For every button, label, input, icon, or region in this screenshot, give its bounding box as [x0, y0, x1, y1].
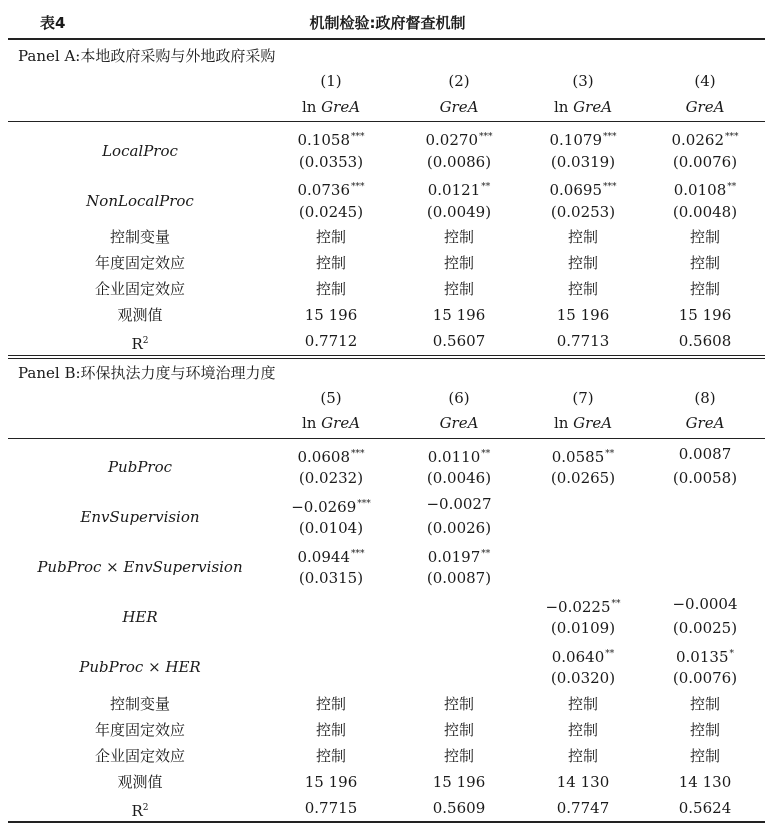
significance-stars: *** — [351, 182, 365, 192]
coefficient-value: 0.0108 — [673, 181, 727, 199]
significance-stars: ** — [481, 548, 491, 559]
column-number: (4) — [694, 72, 716, 90]
column-number: (5) — [320, 388, 342, 407]
coefficient-value: 0.0110 — [427, 447, 481, 466]
row-label: 企业固定效应 — [94, 746, 185, 765]
coefficient — [520, 124, 646, 150]
standard-error: (0.0048) — [672, 202, 738, 221]
column-number: (2) — [448, 72, 470, 90]
dependent-variable-name: GreA — [685, 97, 725, 116]
control-value: 控制 — [315, 720, 346, 739]
standard-error: (0.0076) — [672, 669, 738, 687]
coefficient-value: 0.0608 — [297, 447, 350, 466]
significance-stars: *** — [351, 132, 365, 142]
significance-stars: *** — [603, 132, 617, 142]
significance-stars: ** — [481, 448, 491, 459]
coefficient-value: −0.0269 — [291, 497, 357, 516]
coefficient — [396, 441, 522, 467]
coefficient — [396, 641, 522, 667]
control-value: 控制 — [315, 694, 346, 713]
control-value: 控制 — [689, 694, 720, 713]
coefficient-value: −0.0225 — [545, 597, 611, 616]
control-row — [0, 769, 775, 795]
panel-label: Panel A:本地政府采购与外地政府采购 — [18, 47, 276, 65]
control-value: 控制 — [315, 254, 346, 272]
dependent-variable-head — [268, 410, 394, 436]
dependent-variable-name: GreA — [685, 414, 725, 432]
control-value: 控制 — [567, 746, 598, 765]
column-number-row — [0, 68, 775, 94]
coefficient — [396, 491, 522, 517]
coefficient — [268, 174, 394, 200]
standard-error: (0.0076) — [672, 152, 738, 171]
table-title-row — [0, 10, 775, 36]
column-number-row — [0, 385, 775, 411]
control-row — [0, 717, 775, 743]
control-value: 控制 — [315, 280, 346, 298]
standard-error: (0.0058) — [672, 469, 738, 487]
control-value: 控制 — [443, 720, 474, 739]
standard-error: (0.0026) — [426, 519, 492, 537]
control-value: 控制 — [567, 280, 598, 298]
significance-stars: *** — [351, 548, 365, 559]
variable-name: PubProc × HER — [79, 658, 201, 677]
log-prefix: ln — [553, 414, 574, 432]
dependent-variable-head — [396, 410, 522, 436]
r-squared-value: 0.5609 — [432, 798, 486, 817]
coefficient-value: 0.0135 — [676, 647, 729, 666]
coefficient — [268, 441, 394, 467]
control-value: 15 196 — [432, 306, 486, 324]
coefficient-value: 0.0695 — [549, 181, 602, 199]
control-value: 控制 — [567, 254, 598, 272]
coefficient-value: 0.1058 — [297, 131, 350, 149]
significance-stars: *** — [603, 182, 617, 192]
table-number: 表4 — [40, 14, 66, 32]
coefficient — [642, 441, 768, 467]
dependent-variable-head — [396, 94, 522, 120]
coefficient-value: 0.0640 — [551, 647, 605, 666]
significance-stars: *** — [357, 498, 371, 509]
standard-error: (0.0025) — [672, 619, 738, 637]
coefficient — [268, 541, 394, 567]
column-head-row — [0, 94, 775, 120]
control-row — [0, 691, 775, 717]
control-value: 控制 — [567, 694, 598, 713]
standard-error — [520, 565, 646, 591]
coefficient-value: 0.0270 — [425, 131, 478, 149]
coefficient — [396, 174, 522, 200]
coefficient — [642, 541, 768, 567]
column-number: (6) — [448, 388, 470, 407]
standard-error: (0.0320) — [550, 669, 616, 687]
coefficient — [520, 441, 646, 467]
coefficient-value: 0.0121 — [427, 181, 481, 199]
coefficient — [268, 491, 394, 517]
panel-separator-rule — [8, 355, 765, 359]
dependent-variable-head — [520, 94, 646, 120]
coefficient-value: 0.0087 — [678, 444, 732, 463]
r-squared-value: 0.5607 — [432, 332, 486, 350]
control-value: 15 196 — [556, 306, 610, 324]
standard-error — [396, 665, 522, 691]
control-value: 控制 — [689, 280, 720, 298]
log-prefix: ln — [301, 414, 322, 432]
variable-name: LocalProc — [102, 141, 178, 160]
control-row — [0, 302, 775, 328]
column-head-row — [0, 410, 775, 436]
standard-error: (0.0049) — [426, 202, 492, 221]
coefficient — [268, 124, 394, 150]
standard-error: (0.0315) — [298, 569, 364, 587]
coefficient — [520, 541, 646, 567]
standard-error — [268, 665, 394, 691]
standard-error: (0.0109) — [550, 619, 616, 637]
dependent-variable-name: GreA — [439, 97, 479, 116]
control-value: 控制 — [689, 720, 720, 739]
coefficient — [642, 491, 768, 517]
r-squared-value: 0.7713 — [556, 332, 610, 350]
significance-stars: * — [729, 648, 734, 659]
r-squared-label: R — [131, 801, 143, 820]
significance-stars: ** — [611, 598, 621, 609]
control-value: 控制 — [443, 254, 474, 272]
standard-error — [268, 615, 394, 641]
r-squared-superscript: 2 — [142, 336, 149, 346]
coefficient-value: 0.0944 — [297, 547, 350, 566]
r-squared-value: 0.5608 — [678, 332, 732, 350]
row-label: 观测值 — [117, 772, 163, 791]
r-squared-value: 0.7715 — [304, 798, 358, 817]
coefficient — [396, 124, 522, 150]
standard-error: (0.0245) — [298, 202, 364, 221]
standard-error: (0.0232) — [298, 469, 364, 487]
dependent-variable-name: GreA — [321, 414, 361, 432]
dependent-variable-head — [642, 94, 768, 120]
r-squared-value: 0.7712 — [304, 332, 358, 350]
standard-error — [642, 565, 768, 591]
standard-error: (0.0087) — [426, 569, 492, 587]
control-value: 控制 — [315, 228, 346, 246]
log-prefix: ln — [301, 97, 322, 116]
control-value: 控制 — [567, 228, 598, 246]
variable-name: EnvSupervision — [80, 508, 200, 527]
coefficient — [520, 641, 646, 667]
variable-name: PubProc × EnvSupervision — [37, 558, 243, 577]
coefficient-value: 0.1079 — [549, 131, 602, 149]
significance-stars: ** — [727, 182, 737, 192]
row-label — [20, 328, 260, 354]
coefficient-value: −0.0027 — [426, 494, 492, 513]
coefficient — [396, 591, 522, 617]
coefficient — [642, 174, 768, 200]
row-label: 企业固定效应 — [94, 280, 185, 298]
r-squared-label: R — [131, 335, 143, 353]
standard-error — [520, 515, 646, 541]
standard-error — [642, 515, 768, 541]
significance-stars: ** — [481, 182, 491, 192]
control-value: 控制 — [443, 228, 474, 246]
control-value: 14 130 — [556, 772, 610, 791]
dependent-variable-head — [520, 410, 646, 436]
coefficient — [268, 641, 394, 667]
control-value: 15 196 — [678, 306, 732, 324]
dependent-variable-name: GreA — [573, 414, 613, 432]
coefficient-value: −0.0004 — [672, 594, 738, 613]
significance-stars: *** — [479, 132, 493, 142]
row-label — [20, 795, 260, 821]
r-squared-value: 0.5624 — [678, 798, 732, 817]
dependent-variable-head — [268, 94, 394, 120]
coefficient — [520, 591, 646, 617]
control-value: 控制 — [443, 694, 474, 713]
coefficient — [396, 541, 522, 567]
r-squared-value: 0.7747 — [556, 798, 610, 817]
control-value: 控制 — [689, 228, 720, 246]
control-value: 控制 — [443, 746, 474, 765]
row-label: 观测值 — [117, 306, 163, 324]
row-label: 年度固定效应 — [94, 254, 185, 272]
standard-error: (0.0265) — [550, 469, 616, 487]
standard-error: (0.0319) — [550, 152, 616, 171]
column-number: (1) — [320, 72, 342, 90]
standard-error: (0.0353) — [298, 152, 364, 171]
control-value: 控制 — [315, 746, 346, 765]
control-value: 控制 — [689, 254, 720, 272]
coefficient-value: 0.0736 — [297, 181, 350, 199]
variable-name: NonLocalProc — [86, 191, 194, 210]
control-value: 15 196 — [304, 306, 358, 324]
row-label: 控制变量 — [109, 694, 170, 713]
control-value: 15 196 — [432, 772, 486, 791]
column-number: (3) — [572, 72, 594, 90]
control-value: 控制 — [443, 280, 474, 298]
dependent-variable-name: GreA — [321, 97, 361, 116]
control-row — [0, 743, 775, 769]
dependent-variable-name: GreA — [439, 414, 479, 432]
coefficient — [268, 591, 394, 617]
variable-name: PubProc — [107, 458, 173, 477]
bottom-rule — [8, 821, 765, 823]
coefficient — [642, 124, 768, 150]
control-row — [0, 224, 775, 250]
significance-stars: *** — [725, 132, 739, 142]
significance-stars: ** — [605, 448, 615, 459]
r-squared-row — [0, 795, 775, 821]
table-title: 机制检验:政府督查机制 — [309, 14, 466, 32]
control-value: 14 130 — [678, 772, 732, 791]
coefficient — [520, 174, 646, 200]
control-row — [0, 276, 775, 302]
dependent-variable-head — [642, 410, 768, 436]
control-value: 控制 — [567, 720, 598, 739]
significance-stars: ** — [605, 648, 615, 659]
standard-error: (0.0253) — [550, 202, 616, 221]
control-value: 控制 — [689, 746, 720, 765]
top-rule — [8, 38, 765, 40]
coefficient — [520, 491, 646, 517]
coefficient — [642, 641, 768, 667]
column-number: (7) — [572, 388, 594, 407]
standard-error — [396, 615, 522, 641]
header-rule — [8, 121, 765, 122]
panel-label: Panel B:环保执法力度与环境治理力度 — [18, 363, 276, 382]
coefficient-value: 0.0262 — [671, 131, 724, 149]
control-row — [0, 250, 775, 276]
r-squared-superscript: 2 — [142, 802, 149, 813]
coefficient — [642, 591, 768, 617]
r-squared-row — [0, 328, 775, 354]
row-label: 控制变量 — [109, 228, 170, 246]
log-prefix: ln — [553, 97, 574, 116]
coefficient-value: 0.0197 — [427, 547, 481, 566]
standard-error: (0.0104) — [298, 519, 364, 537]
dependent-variable-name: GreA — [573, 97, 613, 116]
variable-name: HER — [122, 608, 158, 627]
significance-stars: *** — [351, 448, 365, 459]
standard-error: (0.0046) — [426, 469, 492, 487]
control-value: 15 196 — [304, 772, 358, 791]
standard-error: (0.0086) — [426, 152, 492, 171]
row-label: 年度固定效应 — [94, 720, 185, 739]
column-number: (8) — [694, 388, 716, 407]
header-rule — [8, 438, 765, 439]
coefficient-value: 0.0585 — [551, 447, 605, 466]
